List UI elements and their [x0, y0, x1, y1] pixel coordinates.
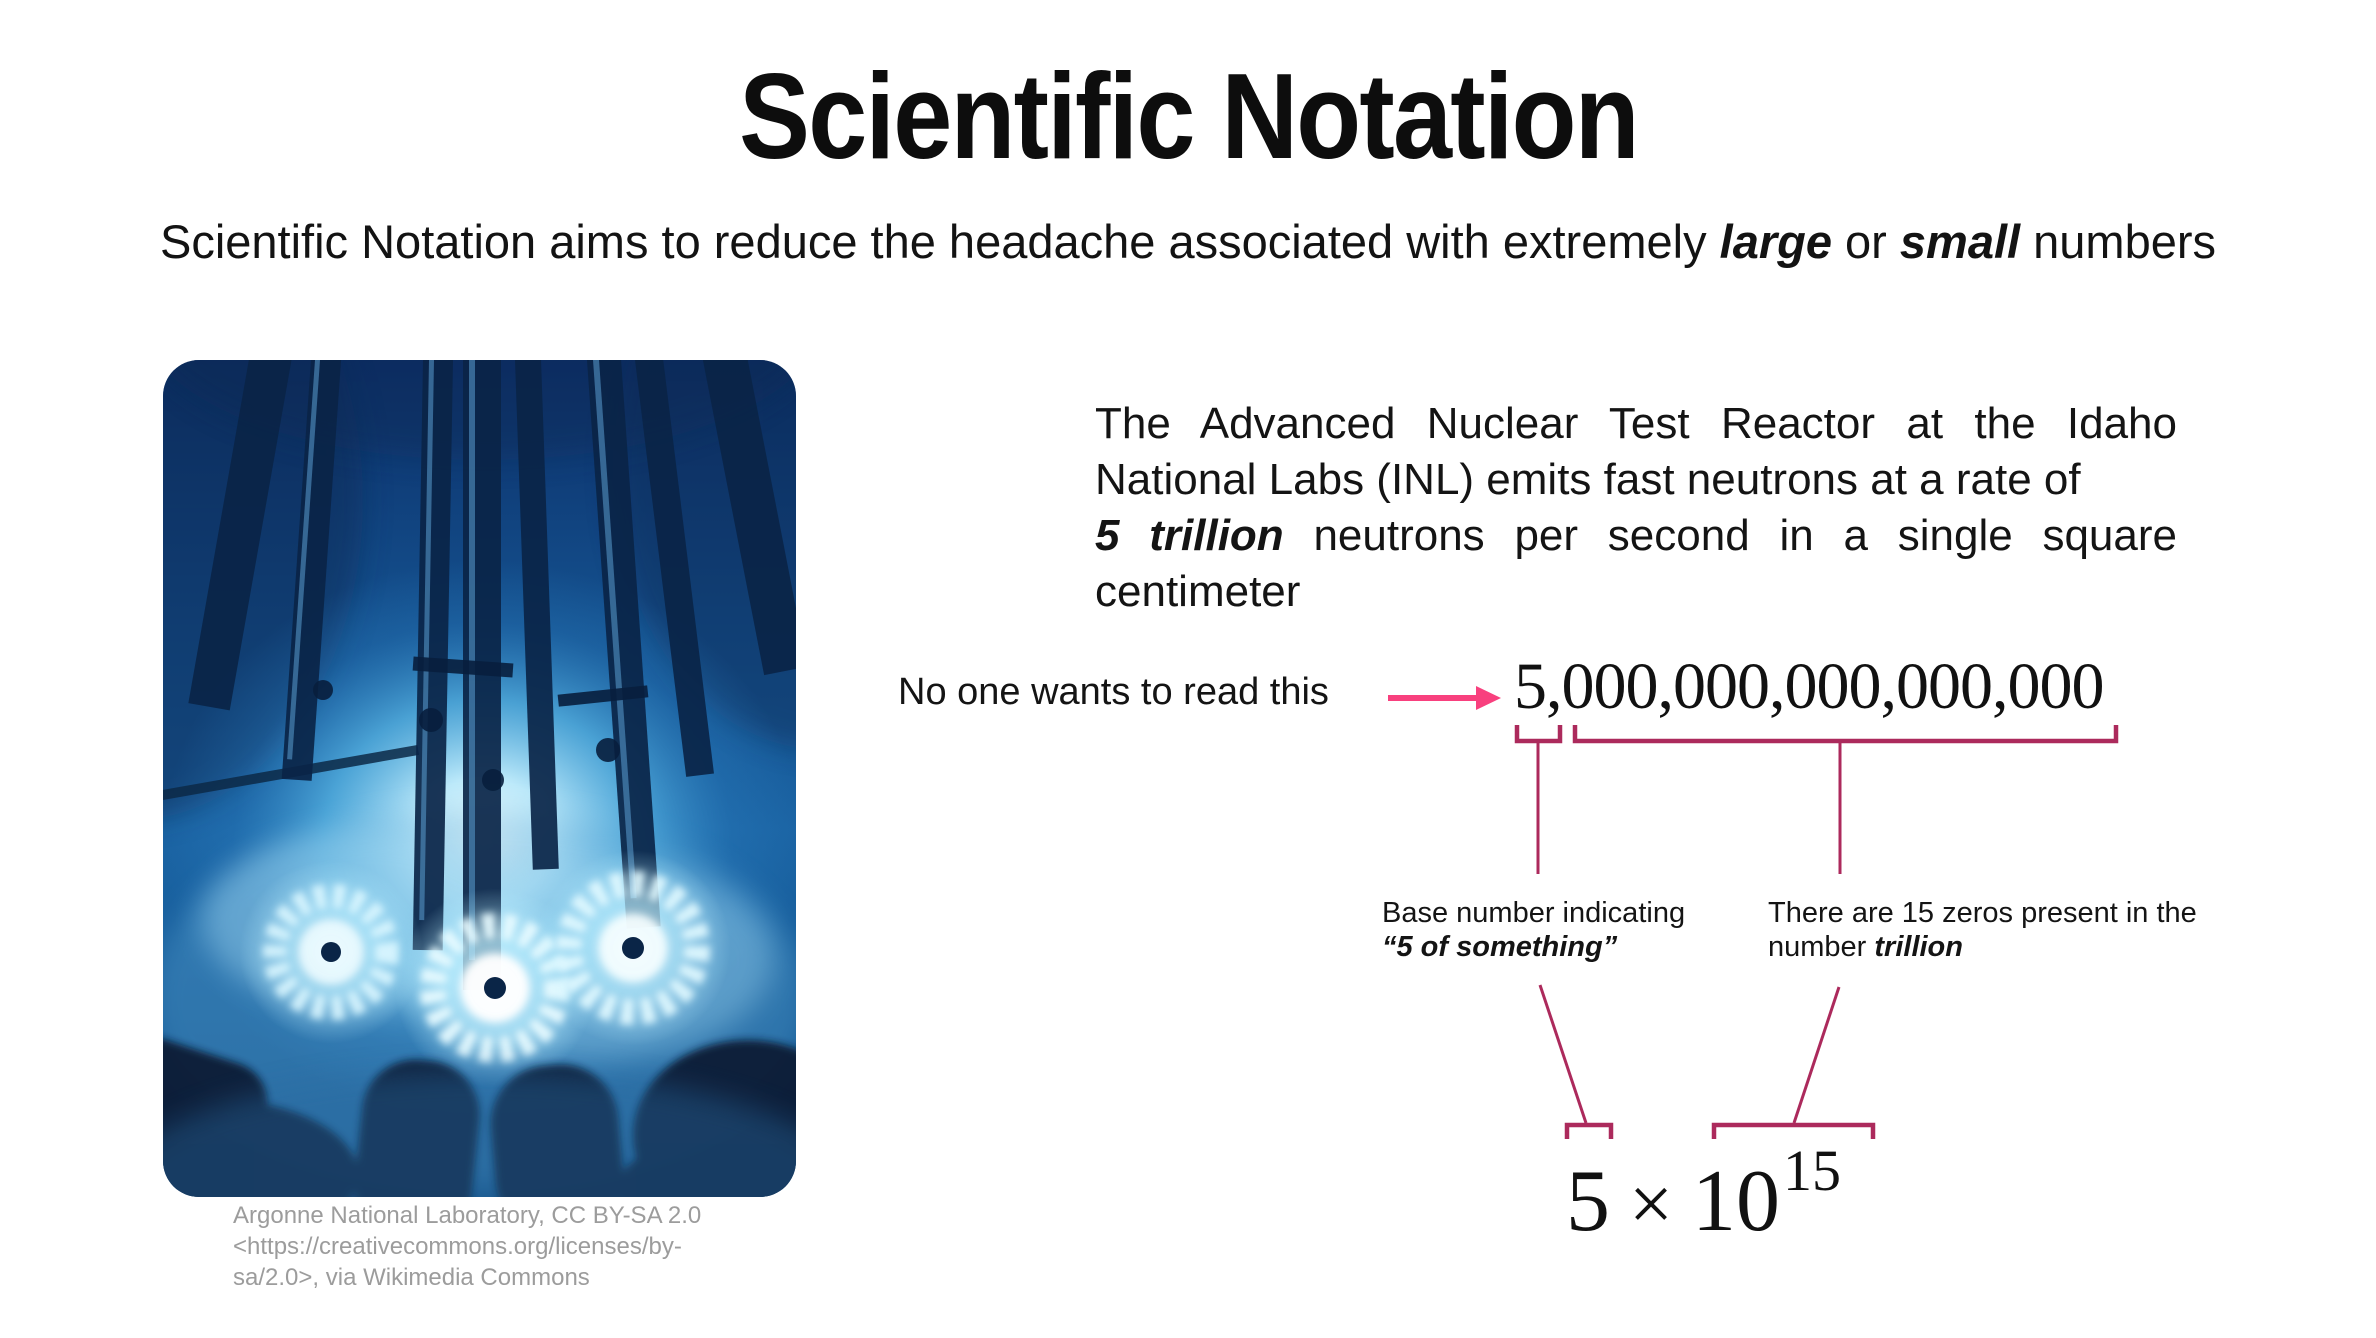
zeros-diagonal-line [1794, 987, 1839, 1123]
base-number-note [1382, 896, 1685, 964]
equation-exponent: 15 [1783, 1138, 1841, 1203]
subtitle [0, 214, 2376, 270]
reactor-photo-art [163, 360, 796, 1197]
paragraph-line [1095, 508, 2177, 564]
paragraph-line: The Advanced Nuclear Test Reactor at the Idaho [1095, 399, 2177, 448]
base-number-note-line1: Base number indicating [1382, 897, 1686, 929]
subtitle-pre: Scientific Notation aims to reduce the headache associated with extremely [159, 215, 1720, 268]
pointer-label: No one wants to read this [898, 671, 1329, 713]
attribution-line: Argonne National Laboratory, CC BY-SA 2.0 [233, 1202, 702, 1229]
attribution-line: <https://creativecommons.org/licenses/by- [233, 1233, 682, 1260]
paragraph-line: centimeter [1095, 567, 1301, 616]
zeros-note-line2 [1768, 930, 2197, 964]
equation-coefficient: 5 [1566, 1153, 1610, 1250]
attribution-line: sa/2.0>, via Wikimedia Commons [233, 1264, 590, 1291]
paragraph-bold-phrase: 5 trillion [1095, 511, 1284, 560]
subtitle-emphasis-large: large [1719, 215, 1832, 268]
page-title [0, 46, 2376, 186]
subtitle-mid: or [1831, 215, 1900, 268]
coefficient-overbrace [1567, 1125, 1611, 1139]
zeros-note-line1: There are 15 zeros present in the [1768, 897, 2197, 929]
reactor-photo [163, 360, 796, 1197]
subtitle-emphasis-small: small [1899, 215, 2021, 268]
page-title-text: Scientific Notation [738, 48, 1638, 184]
base-underbrace [1517, 725, 1560, 741]
paragraph-line-rest: neutrons per second in a single square [1283, 511, 2177, 560]
body-paragraph [1095, 396, 2177, 620]
paragraph-line: National Labs (INL) emits fast neutrons at a rate of [1095, 455, 2081, 504]
multiplication-sign: × [1629, 1160, 1673, 1247]
photo-attribution [233, 1200, 793, 1293]
base-diagonal-line [1540, 985, 1586, 1123]
power-overbrace [1714, 1125, 1873, 1139]
base-number-note-line2: “5 of something” [1382, 931, 1618, 963]
zeros-note-line2-pre: number [1768, 931, 1875, 963]
zeros-note [1768, 896, 2197, 964]
big-number: 5,000,000,000,000,000 [1514, 650, 2104, 723]
scientific-notation-equation [1566, 1138, 1841, 1250]
zeros-underbrace [1575, 725, 2116, 741]
zeros-note-line2-emphasis: trillion [1874, 931, 1963, 963]
equation-base: 10 [1692, 1153, 1780, 1250]
arrow-head-icon [1476, 686, 1501, 710]
subtitle-post: numbers [2020, 215, 2217, 268]
